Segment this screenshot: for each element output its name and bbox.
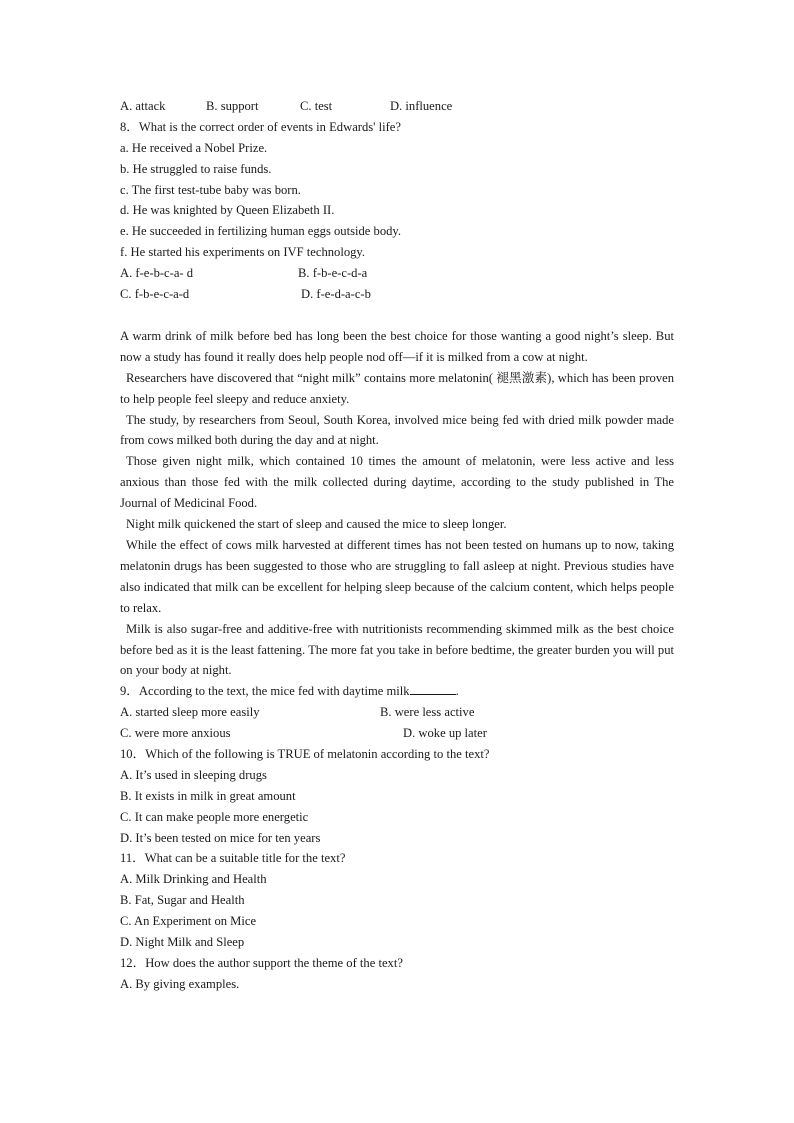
q7-option-c[interactable]: C. test: [300, 99, 333, 113]
q9-option-d[interactable]: D. woke up later: [403, 726, 487, 741]
passage-paragraph: Those given night milk, which contained 10 times the amount of melatonin, were less active and less anxious than those fed with the milk collected during daytime, according to the study published in The Journal of Medicinal Food.: [120, 454, 674, 511]
answer-blank[interactable]: [410, 682, 456, 695]
q11-option[interactable]: B. Fat, Sugar and Health: [120, 893, 245, 908]
q7-option-d[interactable]: D. influence: [390, 99, 453, 113]
passage-paragraph: A warm drink of milk before bed has long been the best choice for those wanting a good night’s sleep. But now a study has found it really does help people nod off—if it is milked from a cow at night.: [120, 328, 674, 364]
q10-option[interactable]: D. It’s been tested on mice for ten years: [120, 830, 321, 845]
q7-options: [120, 96, 674, 117]
q8-stem: 8．What is the correct order of events in Edwards' life?: [120, 119, 401, 134]
q11-option[interactable]: A. Milk Drinking and Health: [120, 872, 267, 887]
q8-event: e. He succeeded in fertilizing human eggs outside body.: [120, 224, 402, 239]
q11-option[interactable]: C. An Experiment on Mice: [120, 914, 257, 929]
q12-option[interactable]: A. By giving examples.: [120, 976, 240, 991]
q8-option-a[interactable]: A. f-e-b-c-a- d: [120, 266, 194, 281]
q8-event: a. He received a Nobel Prize.: [120, 140, 268, 155]
q9-option-a[interactable]: A. started sleep more easily: [120, 705, 260, 720]
q7-option-b[interactable]: B. support: [206, 99, 259, 113]
q11-stem: 11．What can be a suitable title for the text?: [120, 851, 346, 866]
passage-paragraph: Researchers have discovered that “night milk” contains more melatonin( 褪黑激素), which has been proven to help people feel sleepy and reduce anxiety.: [120, 370, 674, 406]
q8-options-row-2: [120, 284, 674, 305]
passage-paragraph: While the effect of cows milk harvested at different times has not been tested on humans up to now, taking melatonin drugs has been suggested to those who are struggling to fall asleep at night. Previous studies have also indicated that milk can be excellent for helping sleep because of the calcium content, which helps people to relax.: [120, 537, 674, 615]
exam-page: [120, 96, 674, 995]
q11-option[interactable]: D. Night Milk and Sleep: [120, 935, 245, 949]
q8-option-b[interactable]: B. f-b-e-c-d-a: [298, 266, 368, 281]
q9-stem-end: .: [455, 684, 459, 699]
spacer: [120, 305, 674, 326]
q8-event: c. The first test-tube baby was born.: [120, 182, 301, 197]
q8-options-row-1: [120, 263, 674, 284]
q9-stem-text: 9．According to the text, the mice fed with daytime milk: [120, 684, 410, 699]
passage-paragraph: The study, by researchers from Seoul, South Korea, involved mice being fed with dried milk powder made from cows milked both during the day and at night.: [120, 412, 674, 448]
q10-option[interactable]: B. It exists in milk in great amount: [120, 788, 296, 803]
q8-event: d. He was knighted by Queen Elizabeth II.: [120, 203, 335, 218]
q10-option[interactable]: A. It’s used in sleeping drugs: [120, 767, 267, 782]
passage-paragraph: Milk is also sugar-free and additive-free with nutritionists recommending skimmed milk as the best choice before bed as it is the least fattening. The more fat you take in before bedtime, the greater burden you will put on your body at night.: [120, 621, 674, 678]
q10-option[interactable]: C. It can make people more energetic: [120, 809, 309, 824]
q9-options-row-2: [120, 723, 674, 744]
q10-stem: 10．Which of the following is TRUE of melatonin according to the text?: [120, 746, 490, 761]
q9-stem: [120, 681, 674, 702]
q7-option-a[interactable]: A. attack: [120, 99, 166, 113]
q12-stem: 12．How does the author support the theme of the text?: [120, 955, 403, 970]
q9-option-b[interactable]: B. were less active: [380, 705, 475, 720]
q8-event: b. He struggled to raise funds.: [120, 161, 272, 176]
q8-event: f. He started his experiments on IVF technology.: [120, 245, 366, 260]
passage-paragraph: Night milk quickened the start of sleep and caused the mice to sleep longer.: [126, 517, 507, 532]
q8-option-c[interactable]: C. f-b-e-c-a-d: [120, 287, 190, 302]
q9-option-c[interactable]: C. were more anxious: [120, 726, 231, 741]
q8-option-d[interactable]: D. f-e-d-a-c-b: [301, 287, 371, 302]
q9-options-row-1: [120, 702, 674, 723]
